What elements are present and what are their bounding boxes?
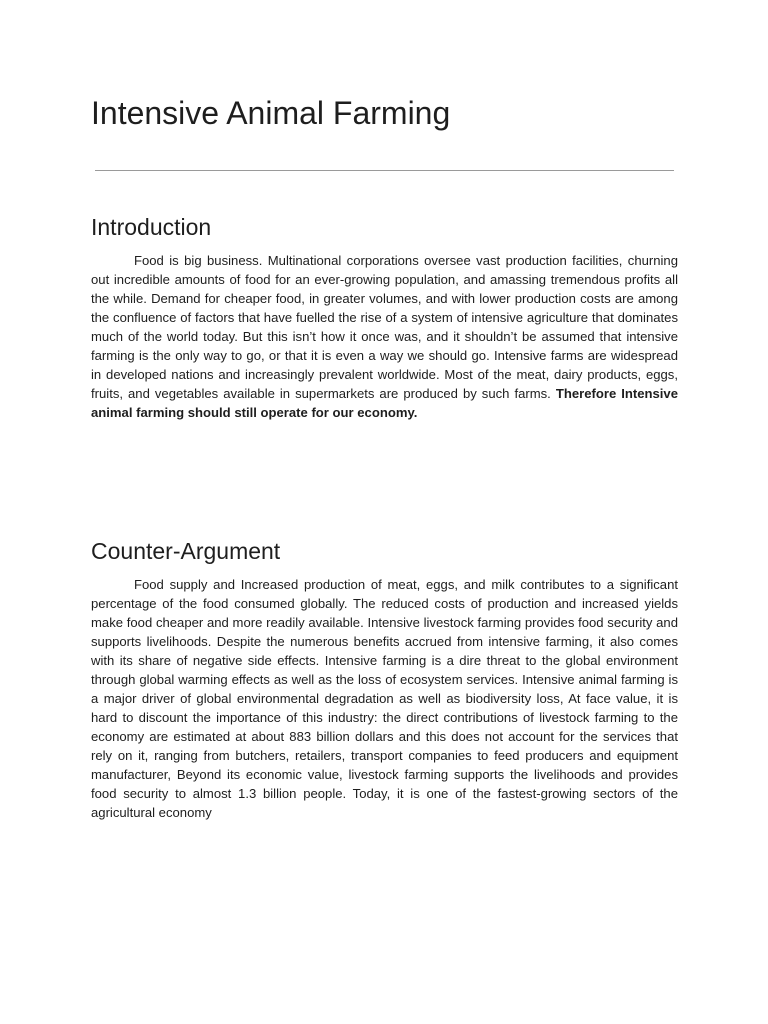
introduction-body-text: Food is big business. Multinational corporations oversee vast production facilities, churning out incredible amounts of food for an ever-growing population, and amassing tremendous profits all the while. Demand for cheaper food, in greater volumes, and with lower production costs are among the confluence of factors that have fuelled the rise of a system of intensive agriculture that dominates much of the world today. But this isn’t how it once was, and it shouldn’t be assumed that intensive farming is the only way to go, or that it is even a way we should go. Intensive farms are widespread in developed nations and increasingly prevalent worldwide. Most of the meat, dairy products, eggs, fruits, and vegetables available in supermarkets are produced by such farms. bbox=[91, 253, 678, 401]
counter-argument-paragraph bbox=[91, 575, 678, 822]
section-heading-counter-argument: Counter-Argument bbox=[91, 538, 281, 564]
title-divider bbox=[95, 170, 674, 171]
document-title: Intensive Animal Farming bbox=[91, 95, 451, 131]
introduction-thesis-statement: Therefore Intensive animal farming should still operate for our economy. bbox=[91, 386, 678, 420]
section-heading-introduction: Introduction bbox=[91, 214, 212, 240]
introduction-paragraph bbox=[91, 251, 678, 422]
counter-argument-body-text: Food supply and Increased production of meat, eggs, and milk contributes to a significant percentage of the food consumed globally. The reduced costs of production and increased yields make food cheaper and more readily available. Intensive livestock farming provides food security and supports livelihoods. Despite the numerous benefits accrued from intensive farming, it also comes with its share of negative side effects. Intensive farming is a dire threat to the global environment through global warming effects as well as the loss of ecosystem services. Intensive animal farming is a major driver of global environmental degradation as well as biodiversity loss, At face value, it is hard to discount the importance of this industry: the direct contributions of livestock farming to the economy are estimated at about 883 billion dollars and this does not account for the services that rely on it, ranging from butchers, retailers, transport companies to feed producers and equipment manufacturer, Beyond its economic value, livestock farming supports the livelihoods and provides food security to almost 1.3 billion people. Today, it is one of the fastest-growing sectors of the agricultural economy bbox=[91, 577, 678, 820]
